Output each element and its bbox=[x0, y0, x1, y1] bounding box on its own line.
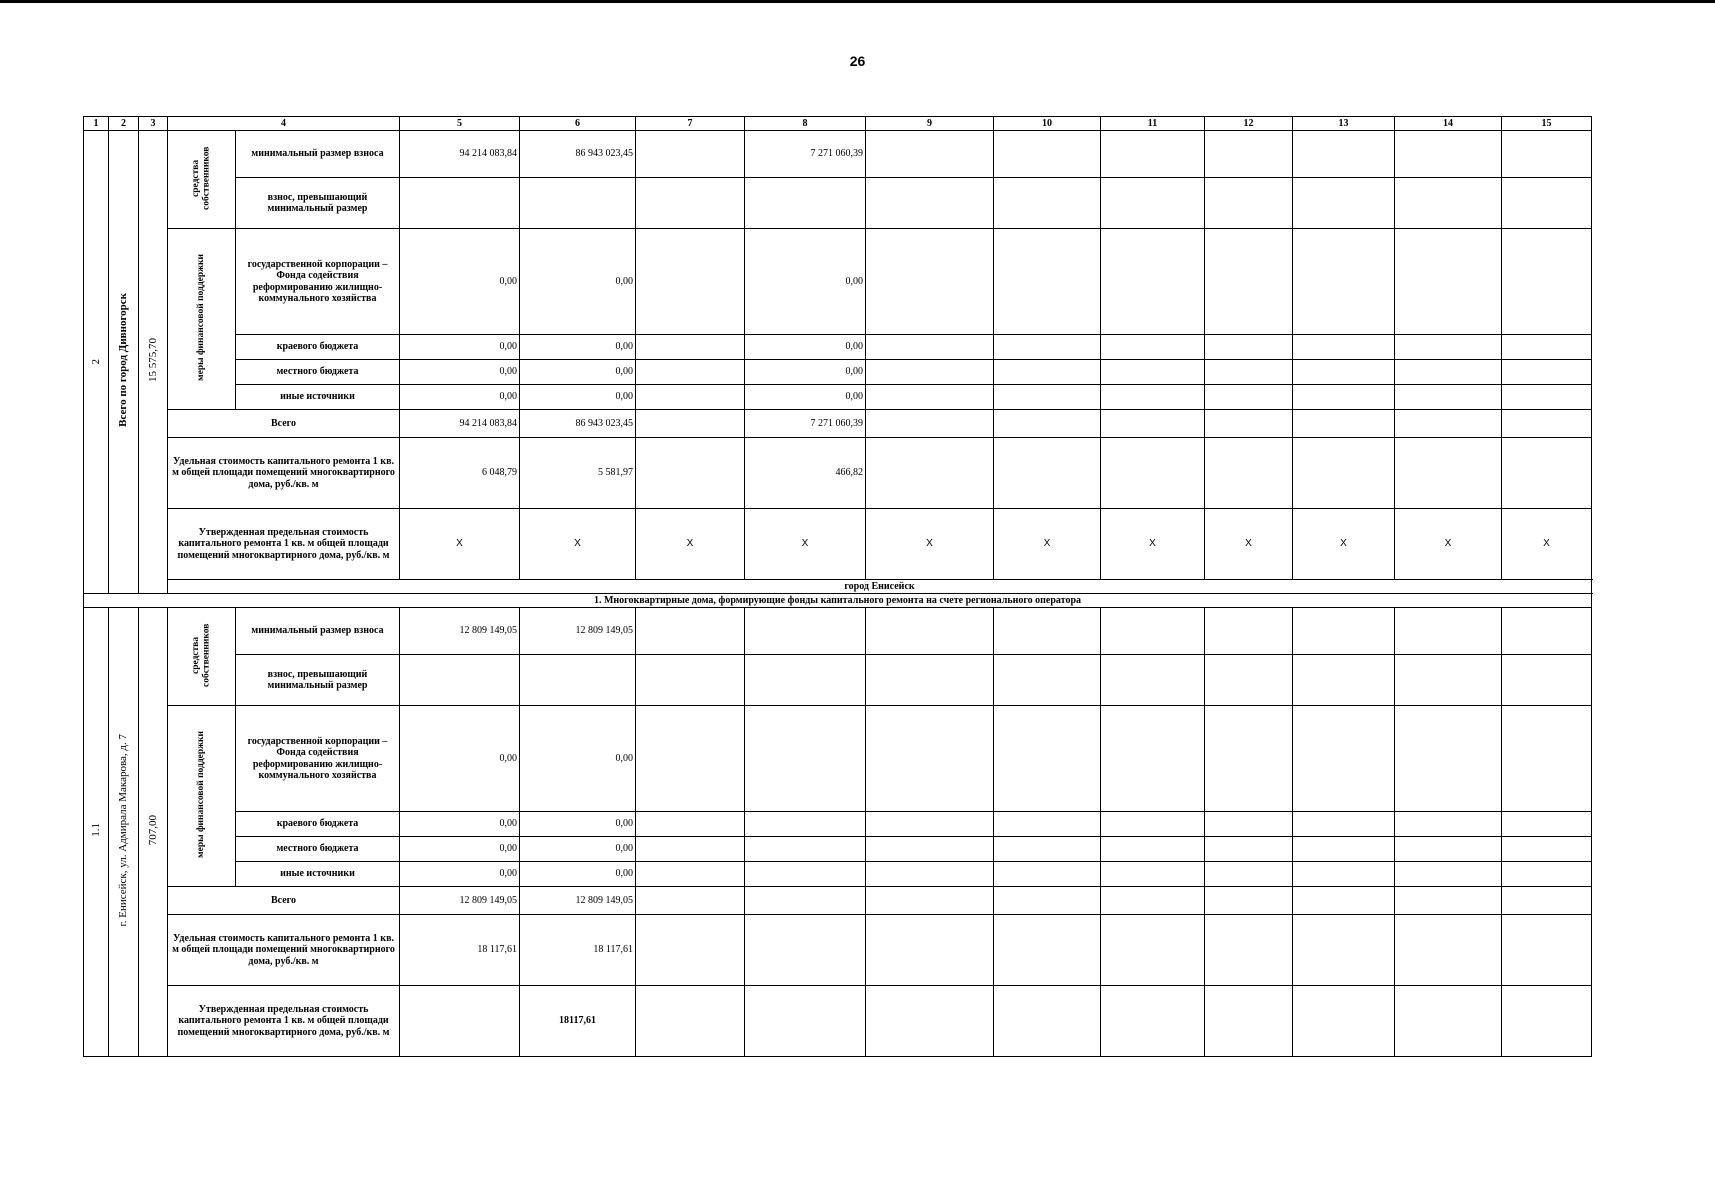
object-name: г. Енисейск, ул. Адмирала Макарова, д. 7 bbox=[117, 733, 130, 927]
empty-cell bbox=[866, 131, 994, 178]
header-col-14: 14 bbox=[1395, 117, 1502, 131]
empty-cell bbox=[1205, 608, 1293, 655]
empty-cell bbox=[1395, 360, 1502, 385]
empty-cell bbox=[1101, 360, 1205, 385]
owners-funds-cell bbox=[168, 131, 236, 229]
empty-cell bbox=[994, 837, 1101, 862]
table-row bbox=[84, 706, 1592, 812]
empty-cell bbox=[1205, 360, 1293, 385]
empty-cell bbox=[1502, 410, 1592, 438]
empty-cell bbox=[1395, 608, 1502, 655]
table-row bbox=[84, 915, 1592, 986]
value-cell bbox=[636, 335, 745, 360]
x-mark: X bbox=[994, 509, 1101, 580]
support-measures-cell bbox=[168, 706, 236, 887]
table-row bbox=[84, 178, 1592, 229]
row-number-cell bbox=[84, 608, 109, 1057]
empty-cell bbox=[866, 915, 994, 986]
empty-cell bbox=[1293, 229, 1395, 335]
x-mark: X bbox=[745, 509, 866, 580]
empty-cell bbox=[1502, 655, 1592, 706]
x-mark: X bbox=[400, 509, 520, 580]
value-cell bbox=[636, 229, 745, 335]
empty-cell bbox=[1293, 410, 1395, 438]
support-measures-cell bbox=[168, 229, 236, 410]
empty-cell bbox=[1293, 986, 1395, 1057]
empty-cell bbox=[1205, 862, 1293, 887]
empty-cell bbox=[1502, 812, 1592, 837]
empty-cell bbox=[636, 706, 745, 812]
empty-cell bbox=[866, 178, 994, 229]
header-col-11: 11 bbox=[1101, 117, 1205, 131]
header-col-6: 6 bbox=[520, 117, 636, 131]
empty-cell bbox=[520, 178, 636, 229]
table-row bbox=[84, 887, 1592, 915]
value-cell: 466,82 bbox=[745, 438, 866, 509]
empty-cell bbox=[745, 915, 866, 986]
empty-cell bbox=[636, 812, 745, 837]
empty-cell bbox=[866, 887, 994, 915]
empty-cell bbox=[1293, 608, 1395, 655]
empty-cell bbox=[1101, 385, 1205, 410]
empty-cell bbox=[745, 837, 866, 862]
empty-cell bbox=[994, 655, 1101, 706]
state-corp-label: государственной корпорации – Фонда содействия реформированию жилищно-коммунального хозяйства bbox=[236, 706, 400, 812]
empty-cell bbox=[636, 887, 745, 915]
value-cell bbox=[636, 131, 745, 178]
empty-cell bbox=[1293, 706, 1395, 812]
empty-cell bbox=[745, 986, 866, 1057]
empty-cell bbox=[636, 915, 745, 986]
value-cell: 0,00 bbox=[400, 335, 520, 360]
capital-repair-table bbox=[83, 116, 1592, 1057]
min-fee-label: минимальный размер взноса bbox=[236, 608, 400, 655]
value-cell: 0,00 bbox=[520, 385, 636, 410]
empty-cell bbox=[994, 915, 1101, 986]
empty-cell bbox=[400, 655, 520, 706]
table-row bbox=[84, 655, 1592, 706]
empty-cell bbox=[866, 812, 994, 837]
empty-cell bbox=[1101, 229, 1205, 335]
empty-cell bbox=[1502, 608, 1592, 655]
value-cell: 0,00 bbox=[745, 385, 866, 410]
empty-cell bbox=[745, 887, 866, 915]
empty-cell bbox=[1395, 229, 1502, 335]
table-row bbox=[84, 410, 1592, 438]
empty-cell bbox=[994, 608, 1101, 655]
empty-cell bbox=[1205, 837, 1293, 862]
total-area: 15 575,70 bbox=[146, 338, 159, 383]
value-cell: 0,00 bbox=[520, 335, 636, 360]
empty-cell bbox=[1205, 335, 1293, 360]
value-cell: 0,00 bbox=[745, 360, 866, 385]
value-cell: 86 943 023,45 bbox=[520, 410, 636, 438]
empty-cell bbox=[1502, 915, 1592, 986]
limit-cost-value: 18117,61 bbox=[520, 986, 636, 1057]
row-number: 1.1 bbox=[89, 823, 102, 838]
empty-cell bbox=[1395, 655, 1502, 706]
empty-cell bbox=[866, 360, 994, 385]
table-row bbox=[84, 862, 1592, 887]
empty-cell bbox=[994, 385, 1101, 410]
x-mark: X bbox=[1205, 509, 1293, 580]
empty-cell bbox=[1293, 812, 1395, 837]
unit-cost-label: Удельная стоимость капитального ремонта 1 кв. м общей площади помещений многоквартирного дома, руб./кв. м bbox=[168, 438, 400, 509]
empty-cell bbox=[1293, 837, 1395, 862]
x-mark: X bbox=[1502, 509, 1592, 580]
area-cell bbox=[139, 608, 168, 1057]
empty-cell bbox=[1395, 178, 1502, 229]
empty-cell bbox=[994, 178, 1101, 229]
regional-budget-label: краевого бюджета bbox=[236, 335, 400, 360]
support-measures-label: меры финансовой поддержки bbox=[196, 730, 207, 858]
empty-cell bbox=[1293, 360, 1395, 385]
total-area: 707,00 bbox=[146, 815, 159, 846]
table-row bbox=[84, 608, 1592, 655]
empty-cell bbox=[1101, 986, 1205, 1057]
empty-cell bbox=[1395, 438, 1502, 509]
table-row bbox=[84, 812, 1592, 837]
empty-cell bbox=[636, 178, 745, 229]
value-cell: 12 809 149,05 bbox=[520, 608, 636, 655]
empty-cell bbox=[994, 335, 1101, 360]
empty-cell bbox=[1293, 887, 1395, 915]
empty-cell bbox=[745, 812, 866, 837]
table-row bbox=[84, 360, 1592, 385]
empty-cell bbox=[636, 655, 745, 706]
header-col-13: 13 bbox=[1293, 117, 1395, 131]
unit-cost-label: Удельная стоимость капитального ремонта 1 кв. м общей площади помещений многоквартирного дома, руб./кв. м bbox=[168, 915, 400, 986]
empty-cell bbox=[1502, 837, 1592, 862]
value-cell: 18 117,61 bbox=[520, 915, 636, 986]
value-cell bbox=[636, 438, 745, 509]
header-col-12: 12 bbox=[1205, 117, 1293, 131]
local-budget-label: местного бюджета bbox=[236, 837, 400, 862]
empty-cell bbox=[1101, 131, 1205, 178]
value-cell: 6 048,79 bbox=[400, 438, 520, 509]
value-cell: 0,00 bbox=[400, 706, 520, 812]
empty-cell bbox=[866, 706, 994, 812]
value-cell: 0,00 bbox=[400, 360, 520, 385]
header-col-4: 4 bbox=[168, 117, 400, 131]
empty-cell bbox=[1502, 706, 1592, 812]
value-cell bbox=[636, 385, 745, 410]
empty-cell bbox=[1502, 385, 1592, 410]
empty-cell bbox=[1205, 655, 1293, 706]
page-number: 26 bbox=[849, 53, 866, 69]
value-cell: 5 581,97 bbox=[520, 438, 636, 509]
table-row bbox=[84, 438, 1592, 509]
value-cell: 7 271 060,39 bbox=[745, 410, 866, 438]
header-col-10: 10 bbox=[994, 117, 1101, 131]
empty-cell bbox=[1205, 410, 1293, 438]
empty-cell bbox=[866, 608, 994, 655]
table-row bbox=[84, 986, 1592, 1057]
empty-cell bbox=[1395, 986, 1502, 1057]
empty-cell bbox=[994, 131, 1101, 178]
table-row bbox=[84, 509, 1592, 580]
empty-cell bbox=[1101, 862, 1205, 887]
owners-funds-label: средства собственников bbox=[191, 623, 212, 687]
empty-cell bbox=[1205, 915, 1293, 986]
value-cell: 0,00 bbox=[520, 229, 636, 335]
value-cell: 12 809 149,05 bbox=[400, 608, 520, 655]
empty-cell bbox=[994, 438, 1101, 509]
empty-cell bbox=[520, 655, 636, 706]
value-cell: 0,00 bbox=[400, 837, 520, 862]
header-col-9: 9 bbox=[866, 117, 994, 131]
top-border-rule bbox=[0, 0, 1715, 3]
state-corp-label: государственной корпорации – Фонда содействия реформированию жилищно-коммунального хозяйства bbox=[236, 229, 400, 335]
empty-cell bbox=[1395, 887, 1502, 915]
empty-cell bbox=[1293, 915, 1395, 986]
empty-cell bbox=[1101, 812, 1205, 837]
header-col-8: 8 bbox=[745, 117, 866, 131]
empty-cell bbox=[400, 178, 520, 229]
value-cell: 12 809 149,05 bbox=[400, 887, 520, 915]
exceed-fee-label: взнос, превышающий минимальный размер bbox=[236, 178, 400, 229]
empty-cell bbox=[1101, 178, 1205, 229]
header-col-7: 7 bbox=[636, 117, 745, 131]
min-fee-label: минимальный размер взноса bbox=[236, 131, 400, 178]
x-mark: X bbox=[1293, 509, 1395, 580]
empty-cell bbox=[866, 385, 994, 410]
empty-cell bbox=[636, 986, 745, 1057]
empty-cell bbox=[1101, 915, 1205, 986]
area-cell bbox=[139, 131, 168, 594]
empty-cell bbox=[866, 862, 994, 887]
empty-cell bbox=[1205, 887, 1293, 915]
value-cell: 0,00 bbox=[400, 812, 520, 837]
empty-cell bbox=[866, 229, 994, 335]
value-cell: 0,00 bbox=[745, 335, 866, 360]
empty-cell bbox=[1395, 862, 1502, 887]
value-cell: 7 271 060,39 bbox=[745, 131, 866, 178]
table-row bbox=[84, 335, 1592, 360]
empty-cell bbox=[1395, 131, 1502, 178]
exceed-fee-label: взнос, превышающий минимальный размер bbox=[236, 655, 400, 706]
empty-cell bbox=[1502, 862, 1592, 887]
empty-cell bbox=[866, 837, 994, 862]
empty-cell bbox=[1395, 385, 1502, 410]
x-mark: X bbox=[636, 509, 745, 580]
table-row bbox=[84, 385, 1592, 410]
empty-cell bbox=[994, 229, 1101, 335]
empty-cell bbox=[1502, 986, 1592, 1057]
local-budget-label: местного бюджета bbox=[236, 360, 400, 385]
empty-cell bbox=[400, 986, 520, 1057]
empty-cell bbox=[1502, 360, 1592, 385]
header-col-5: 5 bbox=[400, 117, 520, 131]
empty-cell bbox=[1101, 438, 1205, 509]
empty-cell bbox=[1395, 915, 1502, 986]
x-mark: X bbox=[520, 509, 636, 580]
value-cell: 94 214 083,84 bbox=[400, 410, 520, 438]
owners-funds-cell bbox=[168, 608, 236, 706]
value-cell: 18 117,61 bbox=[400, 915, 520, 986]
header-col-15: 15 bbox=[1502, 117, 1592, 131]
total-label: Всего bbox=[168, 410, 400, 438]
value-cell bbox=[636, 410, 745, 438]
limit-cost-label: Утвержденная предельная стоимость капитального ремонта 1 кв. м общей площади помещений многоквартирного дома, руб./кв. м bbox=[168, 509, 400, 580]
row-number-cell bbox=[84, 131, 109, 594]
object-name: Всего по город Дивногорск bbox=[117, 293, 130, 428]
empty-cell bbox=[1101, 837, 1205, 862]
empty-cell bbox=[1502, 178, 1592, 229]
empty-cell bbox=[1101, 655, 1205, 706]
empty-cell bbox=[866, 655, 994, 706]
empty-cell bbox=[994, 706, 1101, 812]
empty-cell bbox=[1502, 131, 1592, 178]
empty-cell bbox=[1395, 335, 1502, 360]
empty-cell bbox=[1205, 229, 1293, 335]
header-col-2: 2 bbox=[109, 117, 139, 131]
header-col-3: 3 bbox=[139, 117, 168, 131]
empty-cell bbox=[994, 812, 1101, 837]
column-number-row bbox=[84, 117, 1592, 131]
empty-cell bbox=[745, 178, 866, 229]
empty-cell bbox=[1205, 438, 1293, 509]
limit-cost-label: Утвержденная предельная стоимость капитального ремонта 1 кв. м общей площади помещений многоквартирного дома, руб./кв. м bbox=[168, 986, 400, 1057]
total-label: Всего bbox=[168, 887, 400, 915]
empty-cell bbox=[1293, 335, 1395, 360]
value-cell: 0,00 bbox=[520, 862, 636, 887]
empty-cell bbox=[1293, 385, 1395, 410]
empty-cell bbox=[745, 655, 866, 706]
value-cell: 86 943 023,45 bbox=[520, 131, 636, 178]
empty-cell bbox=[1293, 862, 1395, 887]
empty-cell bbox=[1101, 887, 1205, 915]
empty-cell bbox=[1395, 410, 1502, 438]
empty-cell bbox=[745, 608, 866, 655]
other-sources-label: иные источники bbox=[236, 385, 400, 410]
empty-cell bbox=[636, 837, 745, 862]
empty-cell bbox=[1205, 178, 1293, 229]
empty-cell bbox=[1293, 131, 1395, 178]
empty-cell bbox=[994, 410, 1101, 438]
table-row bbox=[84, 837, 1592, 862]
empty-cell bbox=[636, 862, 745, 887]
x-mark: X bbox=[866, 509, 994, 580]
empty-cell bbox=[1205, 812, 1293, 837]
empty-cell bbox=[745, 862, 866, 887]
empty-cell bbox=[745, 706, 866, 812]
empty-cell bbox=[1293, 655, 1395, 706]
empty-cell bbox=[636, 608, 745, 655]
row-number: 2 bbox=[89, 358, 102, 365]
x-mark: X bbox=[1101, 509, 1205, 580]
value-cell: 0,00 bbox=[520, 360, 636, 385]
empty-cell bbox=[994, 862, 1101, 887]
empty-cell bbox=[1293, 178, 1395, 229]
empty-cell bbox=[1502, 229, 1592, 335]
empty-cell bbox=[1502, 335, 1592, 360]
regional-budget-label: краевого бюджета bbox=[236, 812, 400, 837]
value-cell bbox=[636, 360, 745, 385]
empty-cell bbox=[994, 360, 1101, 385]
empty-cell bbox=[866, 986, 994, 1057]
object-name-cell bbox=[109, 131, 139, 594]
header-col-1: 1 bbox=[84, 117, 109, 131]
value-cell: 0,00 bbox=[400, 385, 520, 410]
table-row bbox=[84, 229, 1592, 335]
value-cell: 0,00 bbox=[520, 812, 636, 837]
empty-cell bbox=[994, 986, 1101, 1057]
empty-cell bbox=[1502, 438, 1592, 509]
empty-cell bbox=[1101, 410, 1205, 438]
empty-cell bbox=[866, 410, 994, 438]
empty-cell bbox=[994, 887, 1101, 915]
empty-cell bbox=[1101, 706, 1205, 812]
empty-cell bbox=[1395, 706, 1502, 812]
city-banner: город Енисейск bbox=[168, 580, 1592, 594]
other-sources-label: иные источники bbox=[236, 862, 400, 887]
empty-cell bbox=[1205, 706, 1293, 812]
empty-cell bbox=[1293, 438, 1395, 509]
section-banner-row bbox=[84, 594, 1592, 608]
empty-cell bbox=[1101, 335, 1205, 360]
empty-cell bbox=[1205, 385, 1293, 410]
value-cell: 12 809 149,05 bbox=[520, 887, 636, 915]
value-cell: 94 214 083,84 bbox=[400, 131, 520, 178]
value-cell: 0,00 bbox=[400, 229, 520, 335]
empty-cell bbox=[866, 438, 994, 509]
value-cell: 0,00 bbox=[520, 706, 636, 812]
city-banner-row bbox=[84, 580, 1592, 594]
empty-cell bbox=[1205, 131, 1293, 178]
value-cell: 0,00 bbox=[520, 837, 636, 862]
value-cell: 0,00 bbox=[745, 229, 866, 335]
empty-cell bbox=[1502, 887, 1592, 915]
empty-cell bbox=[866, 335, 994, 360]
table-row bbox=[84, 131, 1592, 178]
support-measures-label: меры финансовой поддержки bbox=[196, 253, 207, 381]
empty-cell bbox=[1205, 986, 1293, 1057]
empty-cell bbox=[1395, 812, 1502, 837]
owners-funds-label: средства собственников bbox=[191, 146, 212, 210]
object-name-cell bbox=[109, 608, 139, 1057]
value-cell: 0,00 bbox=[400, 862, 520, 887]
x-mark: X bbox=[1395, 509, 1502, 580]
empty-cell bbox=[1101, 608, 1205, 655]
empty-cell bbox=[1395, 837, 1502, 862]
section-banner: 1. Многоквартирные дома, формирующие фонды капитального ремонта на счете регионального оператора bbox=[84, 594, 1592, 608]
